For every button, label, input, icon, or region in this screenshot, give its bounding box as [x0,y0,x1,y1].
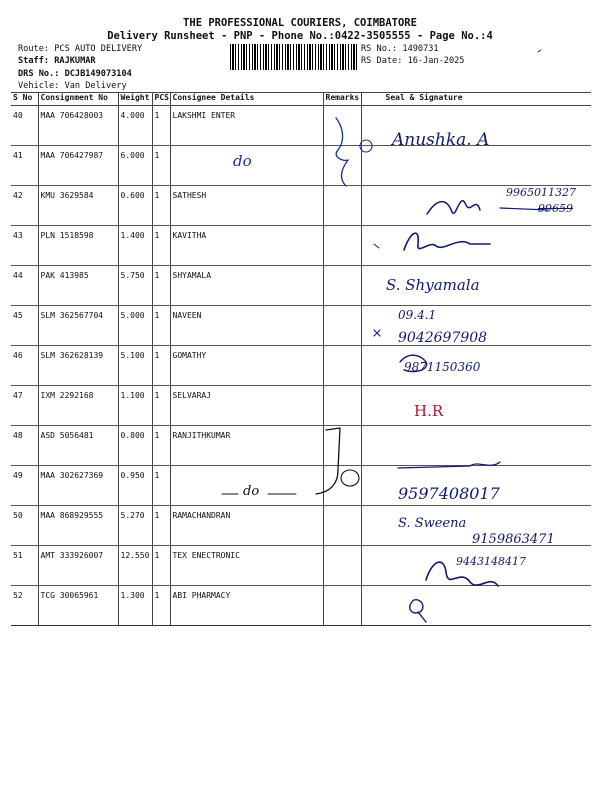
circle-mark [360,140,372,152]
dot-mark [538,50,541,52]
cell-consignment: IXM 2292168 [38,386,118,426]
cell-weight: 0.800 [118,426,152,466]
signature-scribble-52 [410,600,426,622]
cell-sno: 43 [11,226,38,266]
cell-consignee: SELVARAJ [170,386,323,426]
cell-consignee: TEX ENECTRONIC [170,546,323,586]
cell-sno: 47 [11,386,38,426]
cell-sno: 46 [11,346,38,386]
cell-consignee: SATHESH [170,186,323,226]
cell-consignment: MAA 302627369 [38,466,118,506]
vehicle-label: Vehicle: Van Delivery [18,81,127,91]
ditto-mark-49: do [243,484,260,499]
cell-weight: 0.600 [118,186,152,226]
ditto-mark-41: do [233,152,252,170]
cell-consignee: KAVITHA [170,226,323,266]
cell-consignee: ABI PHARMACY [170,586,323,626]
cell-sno: 44 [11,266,38,306]
cell-weight: 4.000 [118,106,152,146]
cell-consignee: RAMACHANDRAN [170,506,323,546]
col-header-consignee: Consignee Details [170,93,323,106]
cell-consignment: ASD 5056481 [38,426,118,466]
cell-consignee: LAKSHMI ENTER [170,106,323,146]
cell-weight: 5.750 [118,266,152,306]
cell-sno: 52 [11,586,38,626]
cell-pcs: 1 [152,466,170,506]
cell-pcs: 1 [152,226,170,266]
cell-weight: 5.000 [118,306,152,346]
cell-consignment: SLM 362567704 [38,306,118,346]
cell-pcs: 1 [152,266,170,306]
cell-consignee: NAVEEN [170,306,323,346]
cell-pcs: 1 [152,146,170,186]
cell-consignment: PLN 1518598 [38,226,118,266]
cell-consignment: MAA 706428003 [38,106,118,146]
col-header-sno: S No [11,93,38,106]
cell-consignment: PAK 413985 [38,266,118,306]
cell-consignment: MAA 868929555 [38,506,118,546]
initials-hr: H.R [414,402,444,420]
cell-pcs: 1 [152,506,170,546]
phone-number-46: 9871150360 [404,360,481,374]
cell-sno: 48 [11,426,38,466]
drs-number: DRS No.: DCJB149073104 [18,69,132,79]
cell-weight: 0.950 [118,466,152,506]
cell-weight: 1.400 [118,226,152,266]
cell-pcs: 1 [152,106,170,146]
cell-pcs: 1 [152,186,170,226]
cell-consignment: TCG 30065961 [38,586,118,626]
phone-number-49: 9597408017 [398,484,500,503]
signature-s-sweena: S. Sweena [398,516,467,531]
bracket-mark [336,118,348,186]
cell-sno: 42 [11,186,38,226]
cell-consignee: RANJITHKUMAR [170,426,323,466]
note-45: 09.4.1 [398,308,437,322]
cell-weight: 5.100 [118,346,152,386]
col-header-consignment: Consignment No [38,93,118,106]
cell-pcs: 1 [152,426,170,466]
cell-pcs: 1 [152,546,170,586]
signature-scribble-48 [398,462,500,468]
cell-consignment: KMU 3629584 [38,186,118,226]
tick-mark [374,244,379,248]
cell-sno: 41 [11,146,38,186]
cell-sno: 51 [11,546,38,586]
phone-number-50: 9159863471 [472,532,555,547]
cell-consignee: GOMATHY [170,346,323,386]
signature-scribble-42 [427,201,480,214]
phone-number-42b: 99659 [538,202,573,215]
cell-weight: 1.100 [118,386,152,426]
signature-s-shyamala: S. Shyamala [386,276,480,294]
cell-pcs: 1 [152,386,170,426]
cell-sno: 40 [11,106,38,146]
cell-consignment: AMT 333926007 [38,546,118,586]
col-header-pcs: PCS [152,93,170,106]
cross-mark [374,330,380,336]
signature-anushka: Anushka. A [392,130,490,150]
staff-label: Staff: RAJKUMAR [18,56,96,66]
rs-date: RS Date: 16-Jan-2025 [361,56,465,66]
runsheet-subtitle: Delivery Runsheet - PNP - Phone No.:0422-3505555 - Page No.:4 [107,30,493,42]
cell-pcs: 1 [152,346,170,386]
cell-pcs: 1 [152,306,170,346]
cell-consignee: SHYAMALA [170,266,323,306]
cell-weight: 1.300 [118,586,152,626]
cell-sno: 49 [11,466,38,506]
phone-number-51: 9443148417 [456,555,526,568]
cell-sno: 50 [11,506,38,546]
bracket-mark [316,428,340,494]
cell-weight: 12.550 [118,546,152,586]
cell-weight: 5.270 [118,506,152,546]
col-header-weight: Weight [118,93,152,106]
phone-number-42a: 9965011327 [506,186,576,199]
cell-consignment: MAA 706427987 [38,146,118,186]
cell-pcs: 1 [152,586,170,626]
rs-number: RS No.: 1490731 [361,44,439,54]
cell-weight: 6.000 [118,146,152,186]
cell-sno: 45 [11,306,38,346]
phone-number-45: 9042697908 [398,330,488,346]
circle-mark [341,470,359,486]
company-title: THE PROFESSIONAL COURIERS, COIMBATORE [183,17,417,29]
signature-scribble-43 [404,233,490,250]
col-header-signature: Seal & Signature [361,93,591,106]
route-label: Route: PCS AUTO DELIVERY [18,44,143,54]
cell-consignment: SLM 362628139 [38,346,118,386]
col-header-remarks: Remarks [323,93,361,106]
